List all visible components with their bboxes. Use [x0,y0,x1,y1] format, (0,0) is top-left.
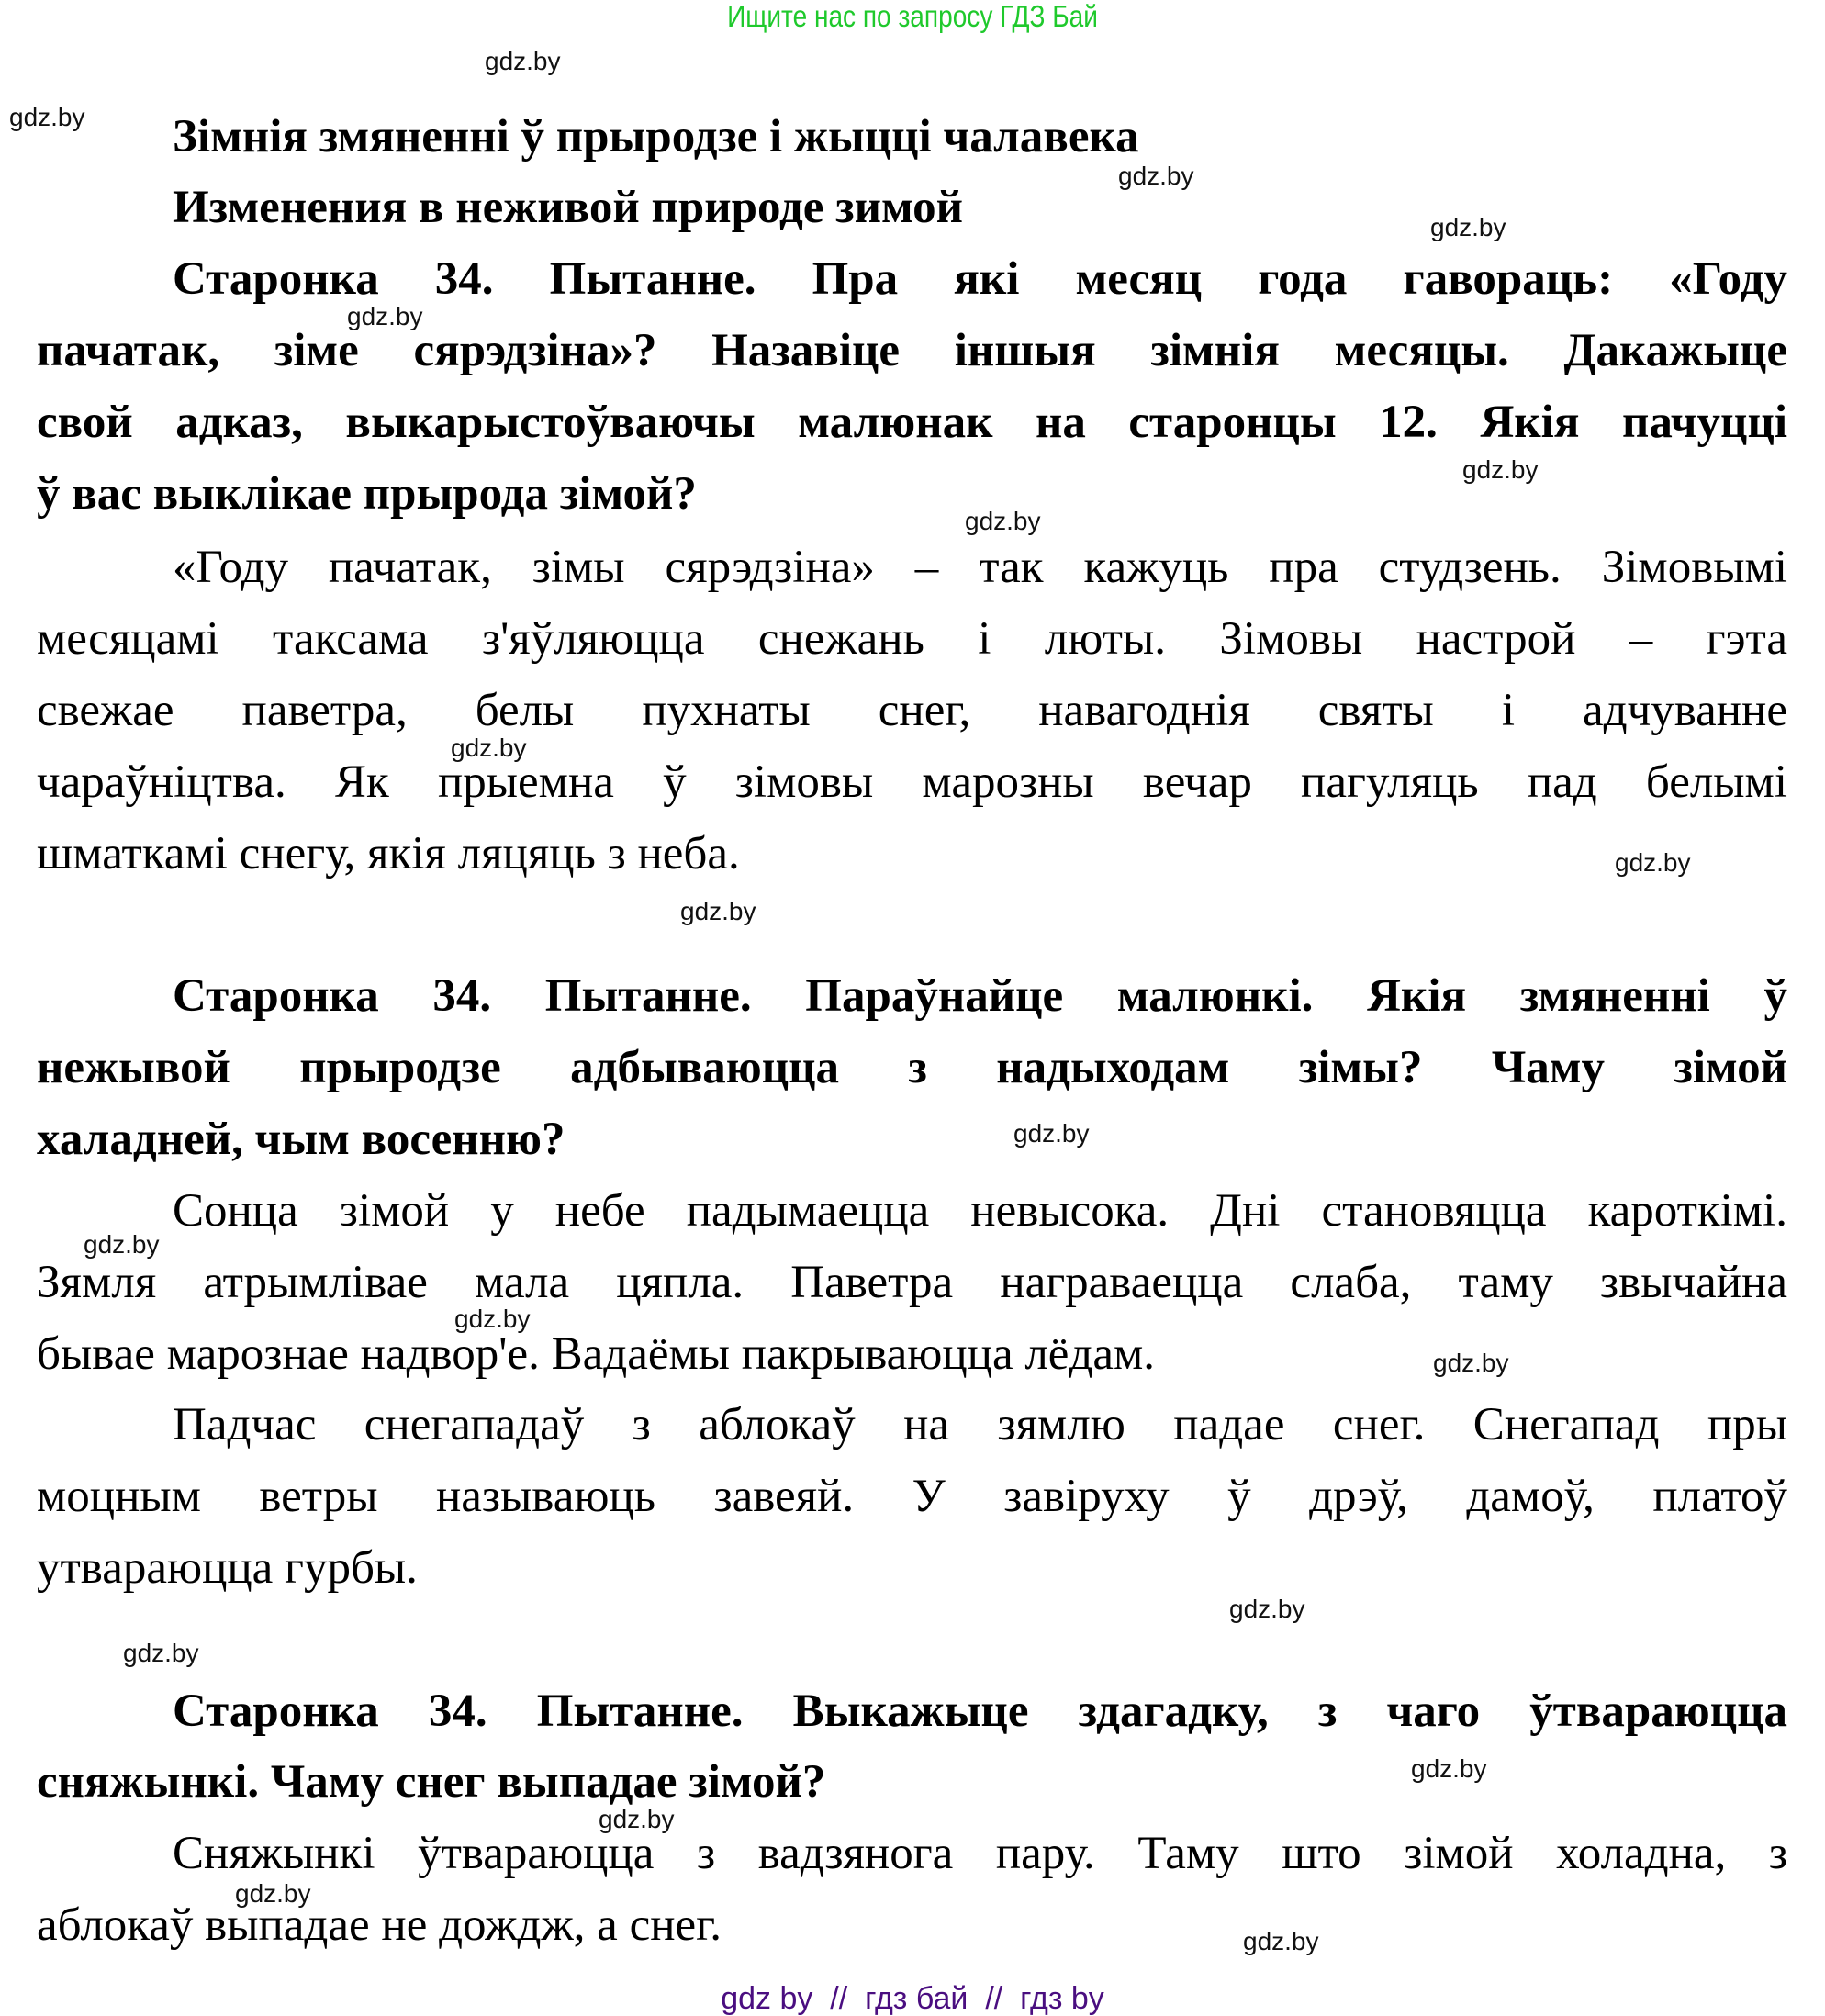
answer-1: месяцамі таксама з'яўляюцца снежань і люты. Зімовы настрой – гэта [37,613,1787,665]
watermark: gdz.by [454,1305,531,1333]
answer-2-paragraph-2: утвараюцца гурбы. [37,1542,418,1594]
watermark: gdz.by [965,507,1041,535]
answer-1: свежае паветра, белы пухнаты снег, навагоднія святы і адчуванне [37,685,1787,736]
question-1: Старонка 34. Пытанне. Пра які месяц года гавораць: «Году [173,253,1787,305]
watermark: gdz.by [1243,1927,1319,1955]
watermark: gdz.by [235,1879,311,1908]
question-3: сняжынкі. Чаму снег выпадае зімой? [37,1756,826,1808]
answer-2-paragraph-2: Падчас снегападаў з аблокаў на зямлю падае снег. Снегапад пры [173,1399,1787,1450]
question-2: халадней, чым восенню? [37,1114,565,1165]
answer-2-paragraph-1: Сонца зімой у небе падымаецца невысока. Дні становяцца кароткімі. [173,1185,1787,1237]
watermark: gdz.by [599,1805,675,1833]
answer-1: чараўніцтва. Як прыемна ў зімовы марозны вечар пагуляць пад белымі [37,756,1787,808]
answer-2-paragraph-2: моцным ветры называюць завеяй. У завіруху ў дрэў, дамоў, платоў [37,1471,1787,1522]
watermark: gdz.by [680,897,756,925]
watermark: gdz.by [451,734,527,762]
bottom-banner: gdz by // гдз бай // гдз by [721,1981,1104,2016]
title-russian: Изменения в неживой природе зимой [173,182,963,233]
watermark: gdz.by [1615,848,1691,877]
watermark: gdz.by [1411,1754,1487,1783]
watermark: gdz.by [1229,1595,1305,1623]
question-1: ў вас выклікае прырода зімой? [37,468,697,520]
question-2: нежывой прыродзе адбываюцца з надыходам зімы? Чаму зімой [37,1042,1787,1093]
watermark: gdz.by [1430,213,1506,241]
watermark: gdz.by [123,1639,199,1667]
watermark: gdz.by [1433,1349,1509,1377]
question-2: Старонка 34. Пытанне. Параўнайце малюнкі. Якія змяненні ў [173,970,1787,1022]
answer-3: аблокаў выпадае не дождж, а снег. [37,1899,722,1951]
watermark: gdz.by [1013,1119,1090,1148]
question-3: Старонка 34. Пытанне. Выкажыце здагадку, з чаго ўтвараюцца [173,1686,1787,1737]
top-banner: Ищите нас по запросу ГДЗ Бай [727,0,1098,33]
watermark: gdz.by [1118,162,1194,190]
watermark: gdz.by [485,47,561,75]
question-1: пачатак, зіме сярэдзіна»? Назавіце іншыя зімнія месяцы. Дакажыце [37,325,1787,376]
watermark: gdz.by [9,103,85,131]
question-1: свой адказ, выкарыстоўваючы малюнак на старонцы 12. Якія пачуцці [37,397,1787,448]
answer-1: шматкамі снегу, якія ляцяць з неба. [37,828,740,879]
watermark: gdz.by [84,1230,160,1259]
answer-2-paragraph-1: бывае марознае надвор'е. Вадаёмы пакрываюцца лёдам. [37,1328,1156,1380]
watermark: gdz.by [347,302,423,330]
answer-1: «Году пачатак, зімы сярэдзіна» – так кажуць пра студзень. Зімовымі [173,542,1787,593]
answer-3: Сняжынкі ўтвараюцца з вадзянога пару. Таму што зімой холадна, з [173,1828,1787,1879]
answer-2-paragraph-1: Зямля атрымлівае мала цяпла. Паветра награваецца слаба, таму звычайна [37,1257,1787,1308]
title-belarusian: Зімнія змяненні ў прыродзе і жыцці чалавека [173,111,1139,162]
watermark: gdz.by [1462,455,1539,484]
